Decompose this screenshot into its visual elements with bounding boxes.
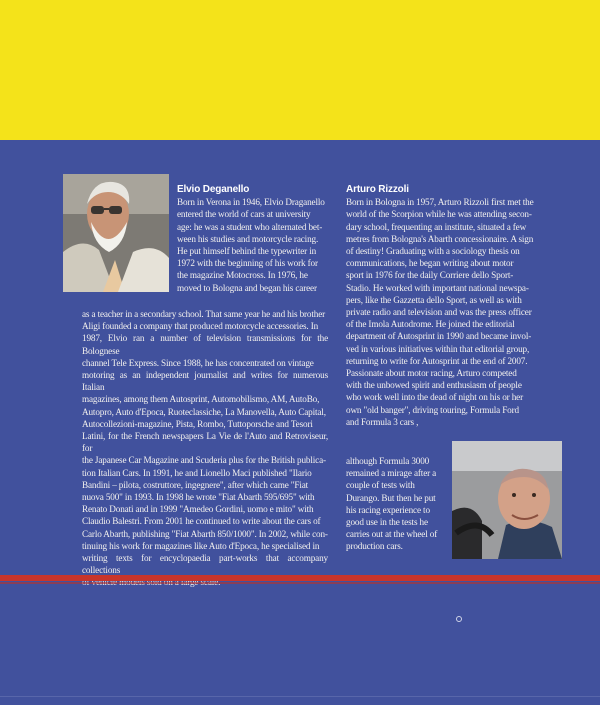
bio-line: of the Imola Autodrome. He joined the editorial [346, 319, 515, 330]
bio-line: as a teacher in a secondary school. That same year he and his brother [82, 309, 326, 319]
bio-line: metres from Bologna's Abarth concessionaire. A sign [346, 233, 534, 244]
bio-line: ween his studies and motorcycle racing. [177, 233, 319, 244]
arturo-bio-narrow [346, 455, 446, 553]
bio-line: Renato Donati and in 1999 "Amedeo Gordini, uomo e mito" with [82, 504, 314, 515]
bio-line: Autocollezioni-magazine, Pista, Rombo, Tuttoporsche and Tesori [82, 418, 313, 429]
elvio-name: Elvio Deganello [177, 184, 250, 195]
yellow-header-band [0, 0, 600, 140]
elvio-bio-intro [177, 184, 327, 294]
arturo-portrait-photo [452, 441, 562, 559]
bio-line: tinuing his work for magazines like Auto d'Epoca, he specialised in [82, 540, 320, 551]
small-circle-mark [456, 616, 462, 622]
bio-line: magazines, among them Autosprint, Automobilismo, AM, AutoBo, [82, 394, 320, 405]
bio-line: communications, he began writing about motor [346, 258, 514, 269]
bio-line: department of Autosprint in 1990 and became invol- [346, 331, 532, 342]
red-divider-stripe-thin [0, 582, 600, 584]
bio-line: Born in Bologna in 1957, Arturo Rizzoli first met the [346, 197, 534, 208]
bio-line: Passionate about motor racing, Arturo competed [346, 368, 517, 379]
bio-line: world of the Scorpion while he was attending secon- [346, 209, 532, 220]
bio-line: 1987, Elvio ran a number of television transmissions for the Bolognese [82, 333, 328, 356]
bio-line: sport in 1976 for the daily Corriere dello Sport- [346, 270, 514, 281]
bio-line: channel Tele Express. Since 1988, he has concentrated on vintage [82, 357, 314, 368]
bio-line: remained a mirage after a [346, 468, 437, 479]
bio-line: writing texts for encyclopaedia part-works that accompany collections [82, 553, 328, 576]
bio-line: moved to Bologna and began his career [177, 282, 317, 293]
bio-line: Stadio. He worked with important national newspa- [346, 282, 529, 293]
bio-line: entered the world of cars at university [177, 209, 311, 220]
elvio-portrait-photo [63, 174, 169, 292]
bio-line: Bandini – pilota, costruttore, ingegnere", after which came "Fiat [82, 479, 309, 490]
bio-line: Born in Verona in 1946, Elvio Draganello [177, 197, 325, 208]
bio-line: production cars. [346, 541, 403, 552]
bio-line: tion Italian Cars. In 1991, he and Lionello Maci published "Ilario [82, 467, 312, 478]
bio-line: Durango. But then he put [346, 492, 436, 503]
bio-line: Aligi founded a company that produced motorcycle accessories. In [82, 321, 319, 332]
bio-line: private radio and television and was the press officer [346, 307, 532, 318]
bio-line: with the unbowed spirit and enthusiasm of people [346, 380, 522, 391]
arturo-name: Arturo Rizzoli [346, 184, 409, 195]
bio-line: returning to write for Autosprint at the end of 2007. [346, 355, 528, 366]
bio-line: couple of tests with [346, 480, 415, 491]
bio-line: who work well into the dead of night on his or her [346, 392, 523, 403]
red-divider-stripe [0, 575, 600, 581]
bio-line: of destiny! Graduating with a sociology thesis on [346, 246, 520, 257]
bottom-rule [0, 696, 600, 697]
bio-line: 1972 with the beginning of his work for [177, 258, 318, 269]
bio-line: motoring as an independent journalist and writes for numerous Italian [82, 370, 328, 393]
bio-line: ved in various initiatives within that editorial group, [346, 343, 530, 354]
bio-line: own "old banger", driving touring, Formula Ford [346, 404, 519, 415]
bio-line: his racing experience to [346, 504, 430, 515]
bio-line: He put himself behind the typewriter in [177, 246, 317, 257]
elvio-bio-body [82, 308, 328, 589]
bio-line: Autopro, Auto d'Epoca, Ruoteclassiche, La Manovella, Auto Capital, [82, 406, 326, 417]
bio-line: age: he was a student who alternated bet- [177, 221, 323, 232]
bio-line: the magazine Motocross. In 1976, he [177, 270, 308, 281]
bio-line: nuova 500" in 1993. In 1998 he wrote "Fiat Abarth 595/695" with [82, 492, 315, 503]
bio-line: pers, like the Gazzetta dello Sport, as well as with [346, 294, 522, 305]
bio-line: Claudio Balestri. From 2001 he continued to write about the cars of [82, 516, 321, 527]
bio-line: carries out at the wheel of [346, 529, 438, 540]
bio-line: good use in the tests he [346, 517, 428, 528]
bio-line: and Formula 3 cars , [346, 416, 419, 427]
bio-line: Carlo Abarth, publishing "Fiat Abarth 850/1000". In 2002, while con- [82, 528, 328, 539]
bio-line: although Formula 3000 [346, 456, 430, 466]
bio-line: dary school, frequenting an institute, situated a few [346, 221, 527, 232]
bio-line: the Japanese Car Magazine and Scuderia plus for the British publica- [82, 455, 326, 466]
arturo-bio-body [346, 184, 562, 428]
bio-line: Latini, for the French newspapers La Vie de l'Auto and Retroviseur, for [82, 431, 328, 454]
